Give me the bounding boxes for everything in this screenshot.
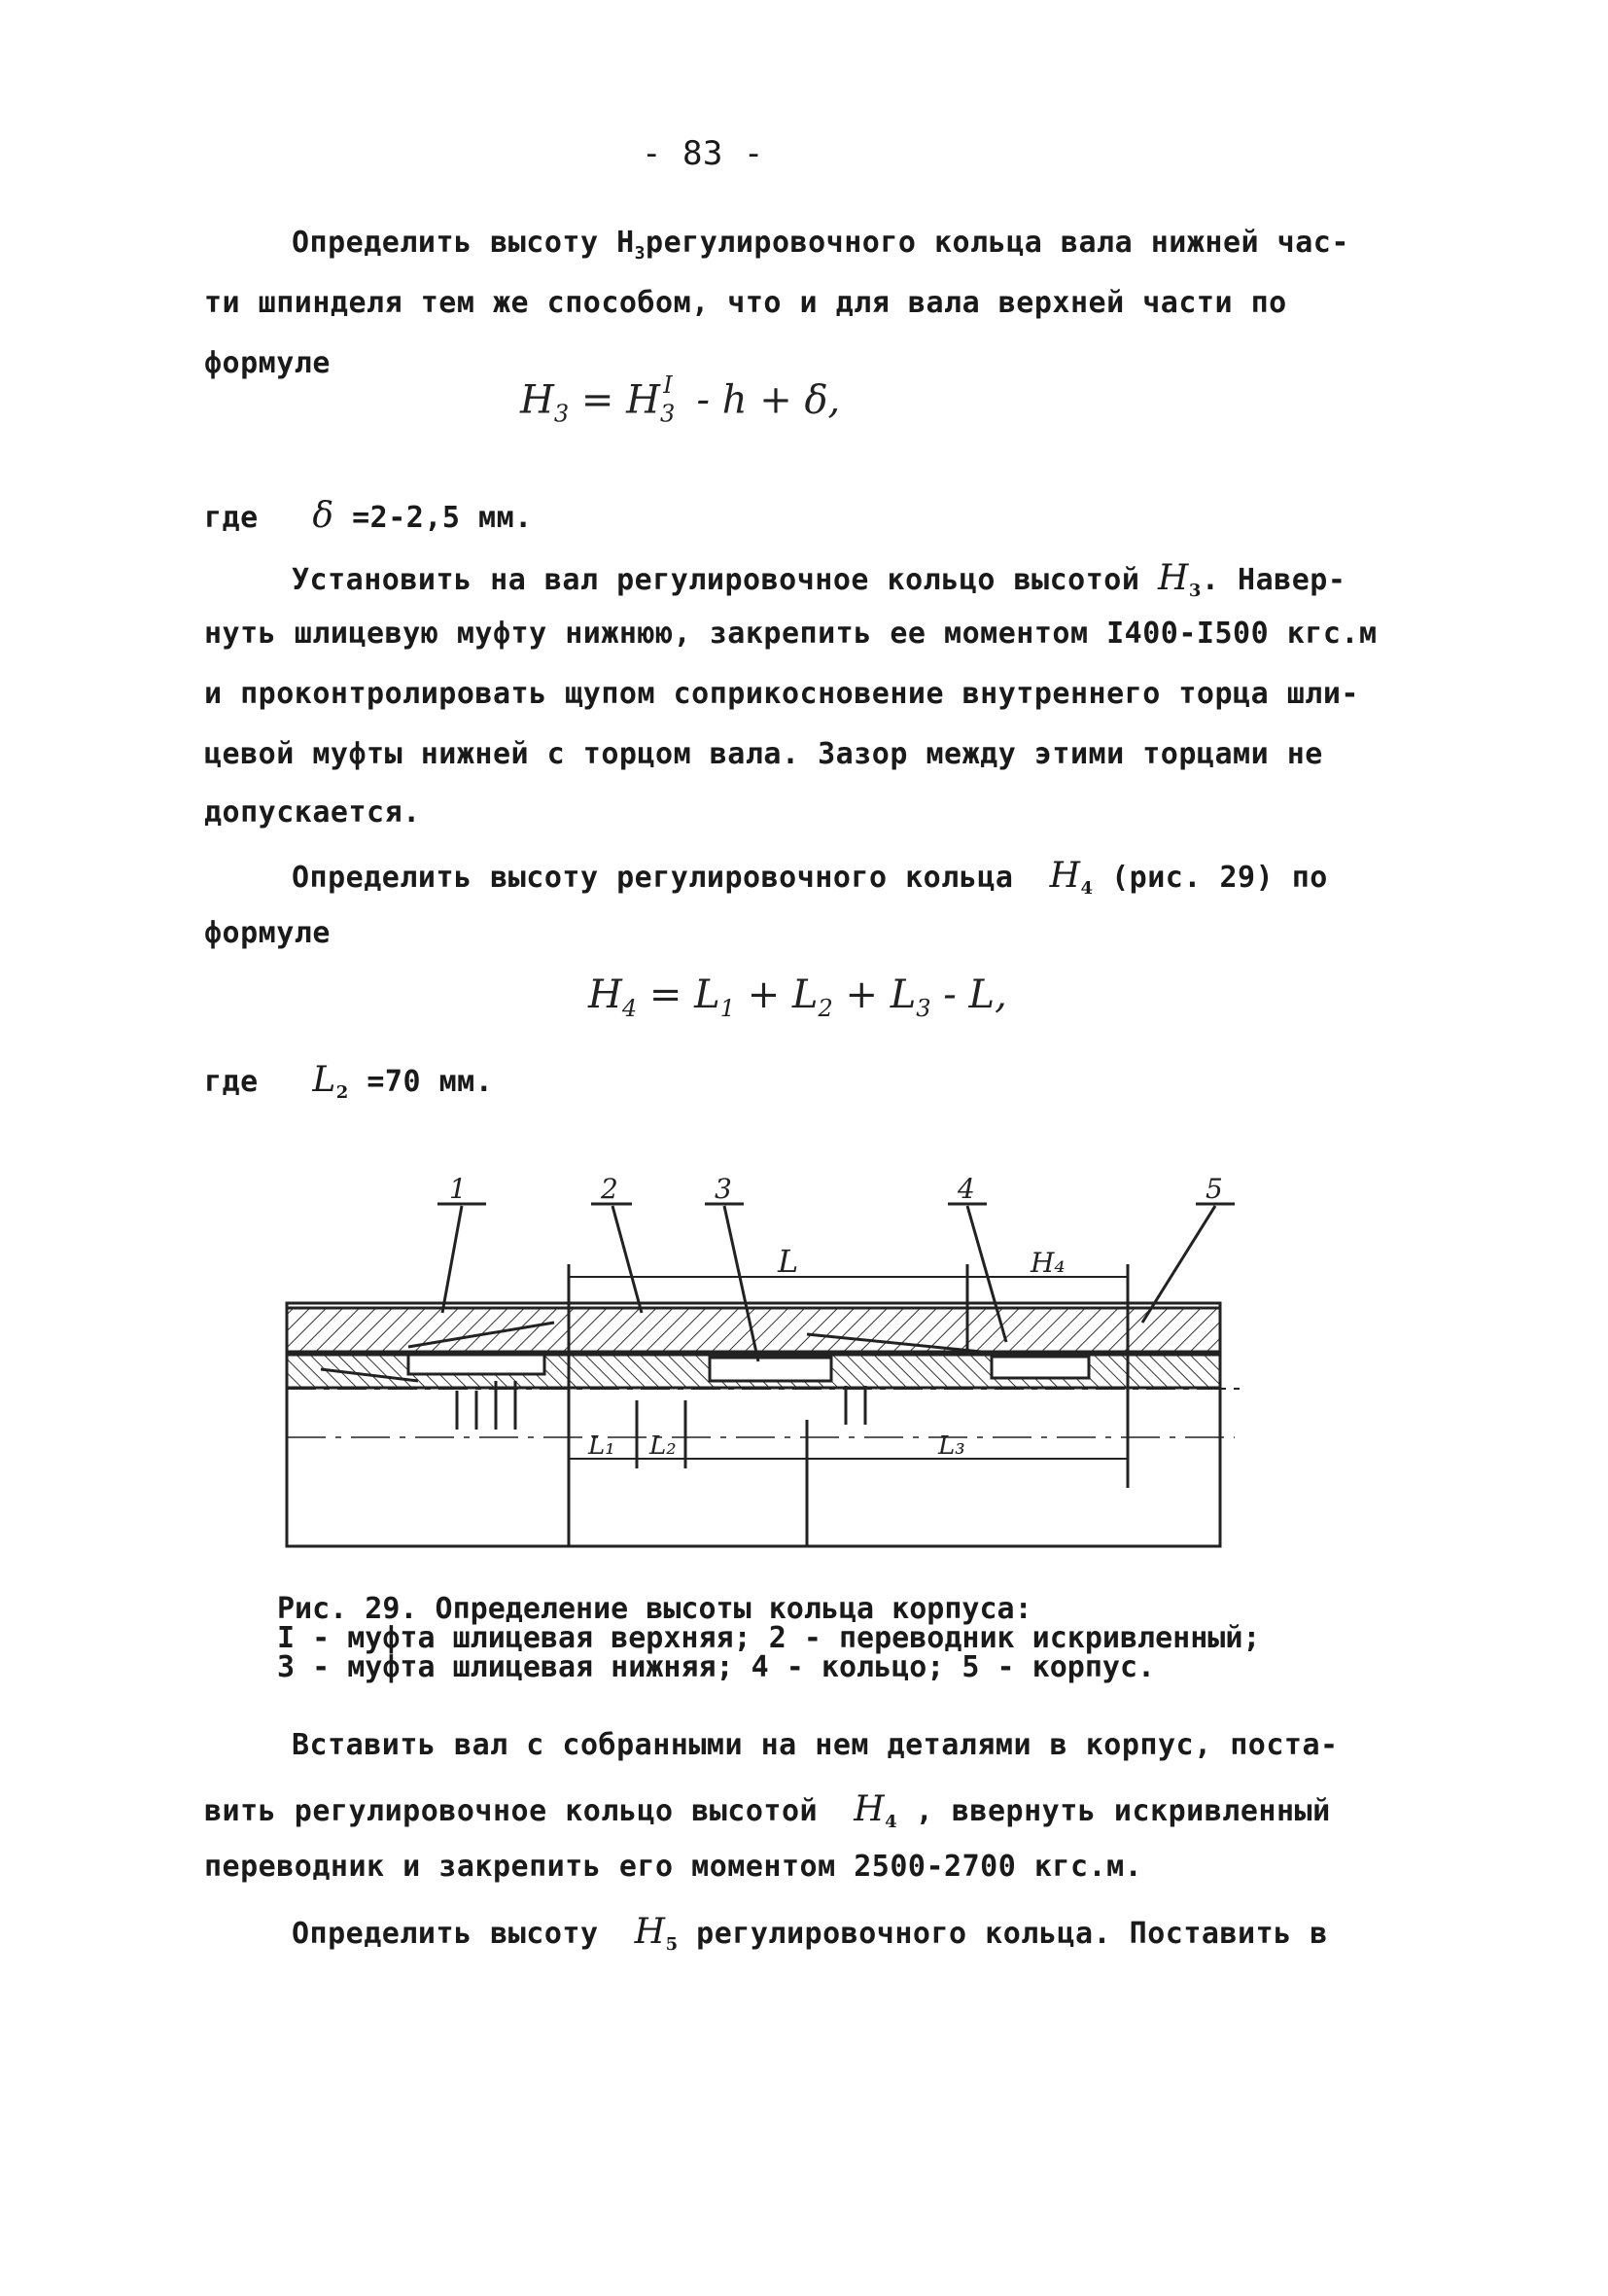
where-delta: где δ =2-2,5 мм.: [204, 496, 533, 536]
paragraph-4-line-3: переводник и закрепить его моментом 2500-2700 кгс.м.: [204, 1850, 1143, 1884]
paragraph-1-line-2: ти шпинделя тем же способом, что и для вала верхней части по: [204, 286, 1287, 320]
paragraph-2-line-2: нуть шлицевую муфту нижнюю, закрепить ее моментом I400-I500 кгс.м: [204, 617, 1378, 651]
paragraph-4-line-2: вить регулировочное кольцо высотой $H_4$ , ввернуть искривленный: [204, 1789, 1331, 1832]
paragraph-2-line-3: и проконтролировать щупом соприкосновение внутреннего торца шли-: [204, 677, 1359, 711]
paragraph-2-line-4: цевой муфты нижней с торцом вала. Зазор между этими торцами не: [204, 737, 1323, 771]
dim-label-L3: L₃: [938, 1431, 965, 1461]
paragraph-3-line-1: Определить высоту регулировочного кольца $H_4$ (рис. 29) по: [292, 856, 1328, 899]
callout-3: 3: [715, 1173, 732, 1205]
callout-5: 5: [1206, 1173, 1223, 1205]
paragraph-4-line-1: Вставить вал с собранными на нем деталями в корпус, поста-: [292, 1728, 1339, 1762]
callout-1: 1: [449, 1173, 467, 1205]
paragraph-2-line-1: Установить на вал регулировочное кольцо высотой $H_3$. Навер-: [292, 558, 1346, 601]
paragraph-1-line-1: Определить высоту $Н_3регулировочного$ кольца вала нижней час-: [292, 226, 1349, 264]
paragraph-1-line-3: формуле: [204, 346, 331, 380]
caption-line-2: I - муфта шлицевая верхняя; 2 - переводник искривленный;: [277, 1621, 1261, 1655]
caption-line-3: 3 - муфта шлицевая нижняя; 4 - кольцо; 5 - корпус.: [277, 1650, 1156, 1684]
paragraph-2-line-5: допускается.: [204, 795, 421, 830]
formula-h4: $H_4 = L_1 + L_2 + L_3 - L$,: [588, 972, 1007, 1022]
paragraph-3-line-2: формуле: [204, 916, 331, 950]
dim-label-L2: L₂: [649, 1431, 677, 1461]
paragraph-5-line-1: Определить высоту $H_5$ регулировочного кольца. Поставить в: [292, 1912, 1328, 1955]
dim-label-H4: H₄: [1031, 1247, 1066, 1279]
formula-h3: $H_3 = H_3^I - h + \delta$,: [520, 371, 841, 428]
dim-label-L1: L₁: [588, 1431, 615, 1461]
page-number: - 83 -: [642, 134, 764, 173]
dim-label-L: L: [778, 1243, 799, 1280]
callout-2: 2: [601, 1173, 618, 1205]
callout-4: 4: [958, 1173, 975, 1205]
where-l2: где $L_2 =70$ мм.: [204, 1060, 494, 1103]
caption-line-1: Рис. 29. Определение высоты кольца корпуса:: [277, 1592, 1032, 1626]
